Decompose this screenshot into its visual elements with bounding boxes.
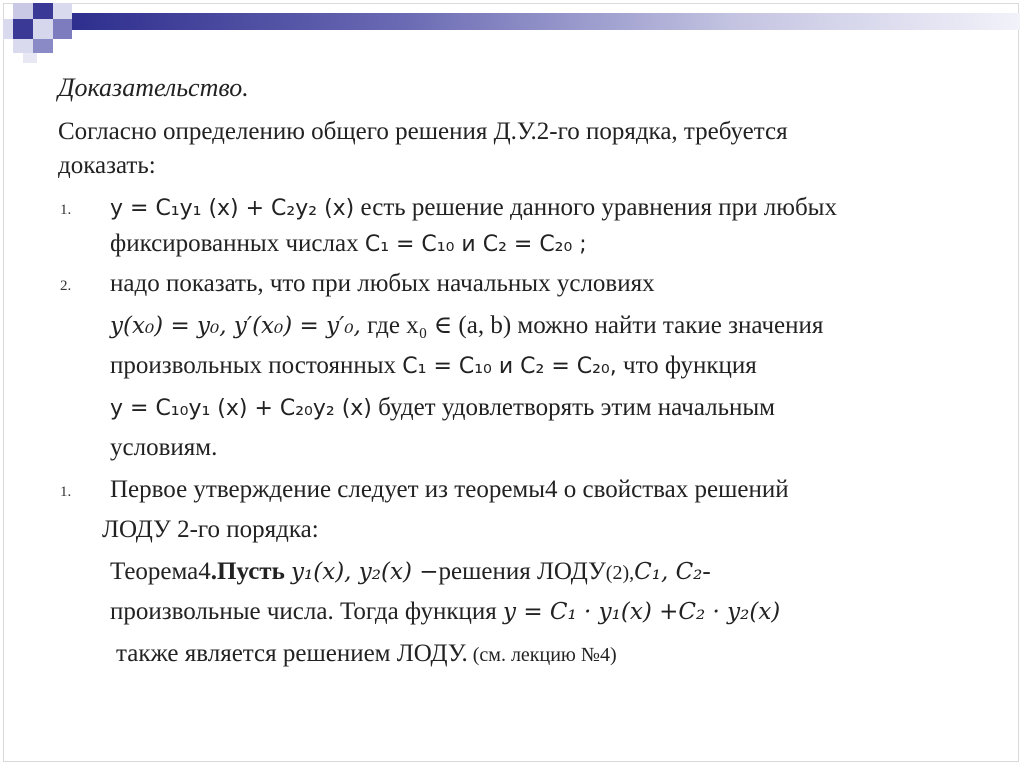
list-item-text: произвольных постоянных <box>110 352 403 379</box>
list-item: ЛОДУ 2-го порядка: <box>102 516 319 543</box>
list-number: 1. <box>60 202 72 218</box>
formula: y = C₁y₁ (x) + C₂y₂ (x) <box>110 196 355 221</box>
deco-square <box>13 39 33 53</box>
deco-square <box>53 3 72 19</box>
list-number: 1. <box>60 484 72 500</box>
intro-text: доказать: <box>58 152 156 179</box>
deco-square <box>33 39 53 53</box>
theorem-line <box>110 556 711 589</box>
list-item <box>110 392 775 425</box>
lecture-reference: (см. лекцию №4) <box>467 644 617 666</box>
theorem-text: .Пусть <box>210 558 292 585</box>
deco-square <box>23 53 37 63</box>
deco-square <box>53 19 72 39</box>
list-item-text: будет удовлетворять этим начальным <box>371 394 776 421</box>
theorem-text: решения ЛОДУ <box>438 558 606 585</box>
list-item <box>110 310 823 342</box>
formula: C₁ = C₁₀ и C₂ = C₂₀ ; <box>364 232 587 257</box>
theorem-line <box>116 638 617 671</box>
formula: y₁(x), y₂(x) − <box>291 559 439 585</box>
deco-square <box>3 19 13 39</box>
formula: y = C₁ · y₁(x) +C₂ · y₂(x) <box>503 599 781 625</box>
list-item-text: где x₀ ∈ (a, b) можно найти такие значения <box>360 312 824 339</box>
slide-title: Доказательство. <box>58 73 249 102</box>
formula: C₁, C₂ <box>634 559 703 585</box>
deco-square <box>13 19 33 39</box>
deco-square <box>33 3 53 19</box>
list-number: 2. <box>60 278 72 294</box>
list-item-text: что функция <box>616 352 757 379</box>
list-item: Первое утверждение следует из теоремы4 о свойствах решений <box>110 476 789 503</box>
formula: y = C₁₀y₁ (x) + C₂₀y₂ (x) <box>110 396 372 421</box>
intro-text: Согласно определению общего решения Д.У.2-го порядка, требуется <box>58 118 788 145</box>
list-item-text: есть решение данного уравнения при любых <box>354 194 837 221</box>
list-item <box>110 228 587 261</box>
formula: C₁ = C₁₀ и C₂ = C₂₀, <box>402 354 617 379</box>
theorem-line <box>110 596 780 628</box>
deco-square <box>33 19 53 39</box>
formula: y(x₀) = y₀, y′(x₀) = y′₀, <box>110 313 361 339</box>
list-item <box>110 350 757 383</box>
theorem-text: (2), <box>605 562 635 584</box>
list-item: условиям. <box>110 434 218 461</box>
list-item: надо показать, что при любых начальных условиях <box>110 270 655 297</box>
theorem-label: Теорема4 <box>110 558 211 585</box>
deco-square <box>13 3 33 19</box>
theorem-text: произвольные числа. Тогда функция <box>110 598 504 625</box>
theorem-text: также является решением ЛОДУ. <box>116 640 468 667</box>
theorem-text: - <box>702 558 711 585</box>
title-bar-gradient <box>72 13 1020 30</box>
list-item <box>110 192 837 225</box>
list-item-text: фиксированных числах <box>110 230 365 257</box>
